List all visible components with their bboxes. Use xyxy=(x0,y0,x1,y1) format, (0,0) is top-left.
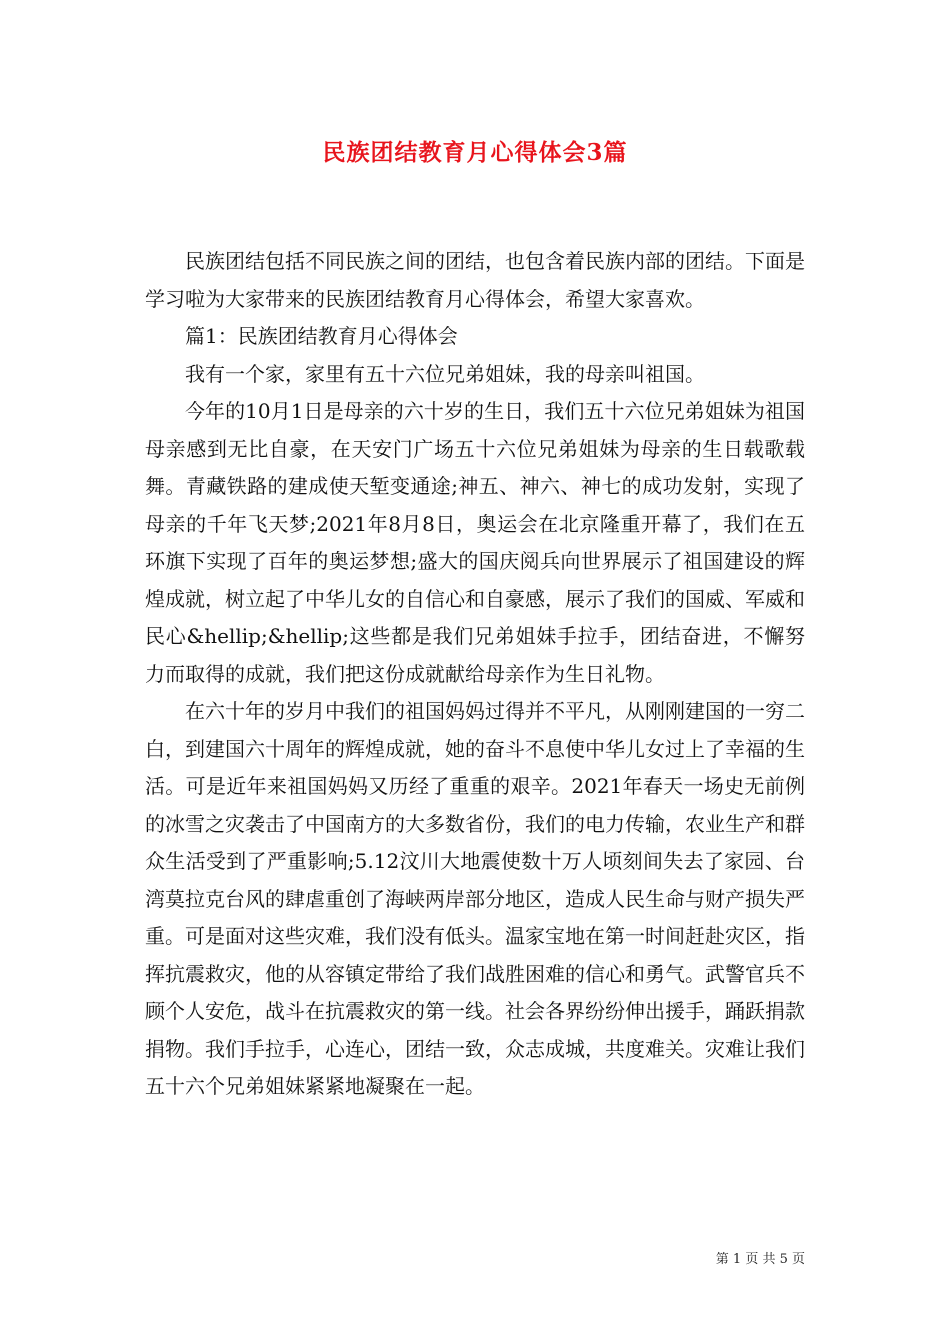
section-heading: 篇1：民族团结教育月心得体会 xyxy=(185,324,458,348)
paragraph: 在六十年的岁月中我们的祖国妈妈过得并不平凡，从刚刚建国的一穷二白，到建国六十周年的辉煌成就，她的奋斗不息使中华儿女过上了幸福的生活。可是近年来祖国妈妈又历经了重重的艰辛。2021年春天一场史无前例的冰雪之灾袭击了中国南方的大多数省份，我们的电力传输，农业生产和群众生活受到了严重影响;5.12汶川大地震使数十万人顷刻间失去了家园、台湾莫拉克台风的肆虐重创了海峡两岸部分地区，造成人民生命与财产损失严重。可是面对这些灾难，我们没有低头。温家宝地在第一时间赶赴灾区，指挥抗震救灾，他的从容镇定带给了我们战胜困难的信心和勇气。武警官兵不顾个人安危，战斗在抗震救灾的第一线。社会各界纷纷伸出援手，踊跃捐款捐物。我们手拉手，心连心，团结一致，众志成城，共度难关。灾难让我们五十六个兄弟姐妹紧紧地凝聚在一起。 xyxy=(145,699,805,1098)
paragraph-intro: 民族团结包括不同民族之间的团结，也包含着民族内部的团结。下面是学习啦为大家带来的民族团结教育月心得体会，希望大家喜欢。 xyxy=(145,249,805,311)
paragraph: 今年的10月1日是母亲的六十岁的生日，我们五十六位兄弟姐妹为祖国母亲感到无比自豪，在天安门广场五十六位兄弟姐妹为母亲的生日载歌载舞。青藏铁路的建成使天堑变通途;神五、神六、神七的成功发射，实现了母亲的千年飞天梦;2021年8月8日，奥运会在北京隆重开幕了，我们在五环旗下实现了百年的奥运梦想;盛大的国庆阅兵向世界展示了祖国建设的辉煌成就，树立起了中华儿女的自信心和自豪感，展示了我们的国威、军威和民心&hellip;&hellip;这些都是我们兄弟姐妹手拉手，团结奋进，不懈努力而取得的成就，我们把这份成就献给母亲作为生日礼物。 xyxy=(145,399,805,686)
paragraph: 我有一个家，家里有五十六位兄弟姐妹，我的母亲叫祖国。 xyxy=(185,361,705,386)
page-title: 民族团结教育月心得体会3篇 xyxy=(322,139,628,166)
page-number: 第 1 页 共 5 页 xyxy=(715,1252,805,1267)
document-body xyxy=(145,243,805,1106)
